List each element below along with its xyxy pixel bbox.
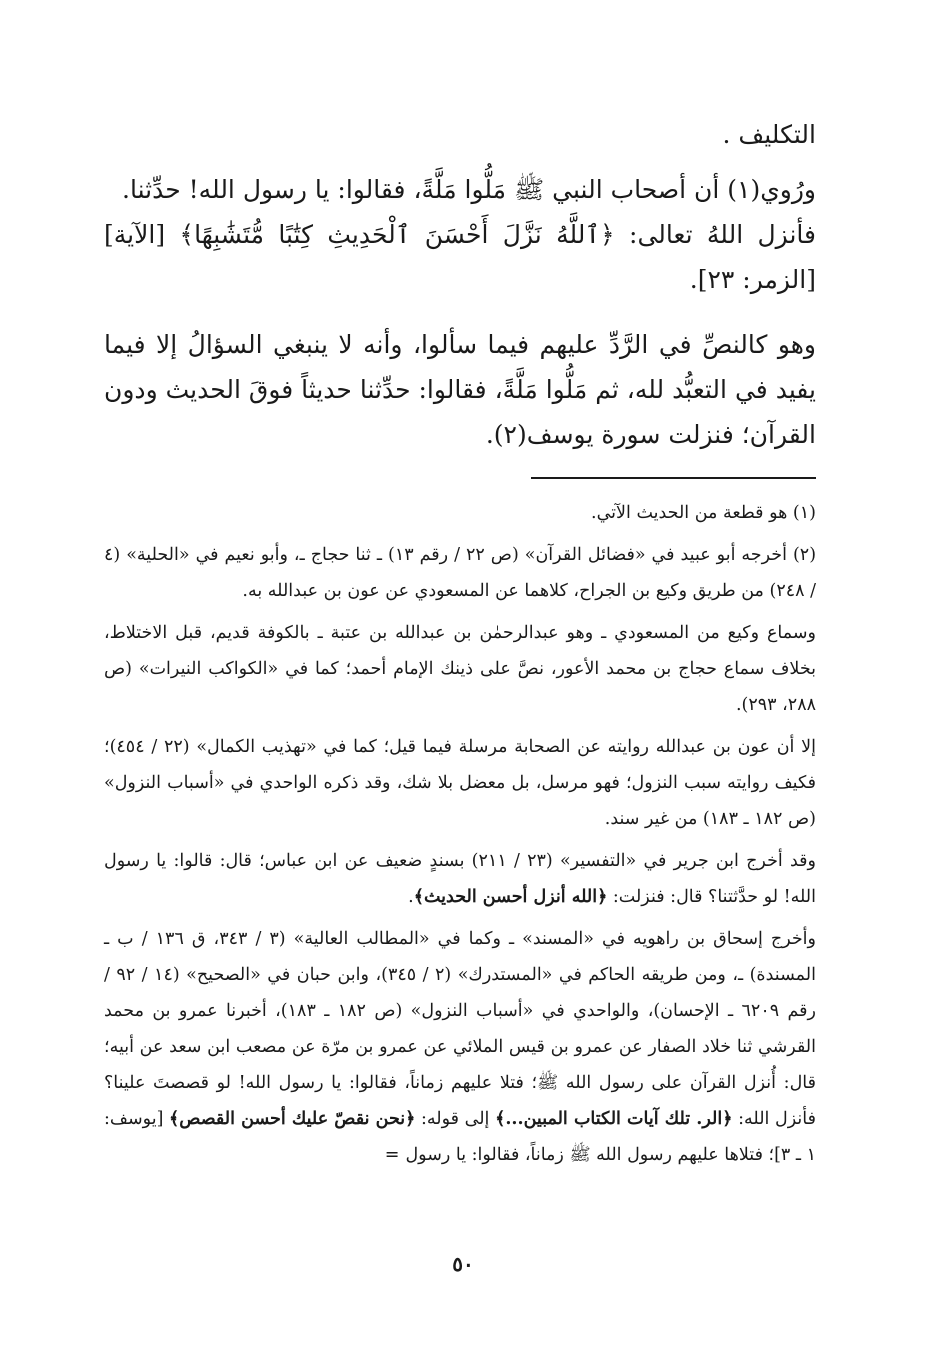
footnote-separator [531, 477, 816, 479]
footnote-2-paragraph-4 [104, 843, 816, 915]
heading-line: التكليف . [722, 120, 816, 149]
footnotes [104, 495, 816, 1173]
paragraph-1 [104, 167, 816, 302]
footnote-2-paragraph-4-text-a: وقد أخرج ابن جرير في «التفسير» (٢٣ / ٢١١) بسندٍ ضعيف عن ابن عباس؛ قال: قالوا: يا رسول الله! لو حدَّثتنا؟ قال: فنزلت: [104, 851, 816, 907]
footnote-1: (١) هو قطعة من الحديث الآتي. [591, 503, 816, 523]
footnote-2-paragraph-3: إلا أن عون بن عبدالله روايته عن الصحابة مرسلة فيما قيل؛ كما في «تهذيب الكمال» (٢٢ / ٤٥٤)؛ فكيف روايته سبب النزول؛ فهو مرسل، بل معضل بلا شك، وقد ذكره الواحدي في «أسباب النزول» (ص ١٨٢ ـ ١٨٣) من غير سند. [104, 737, 816, 829]
paragraph-2 [104, 322, 816, 457]
footnote-2-paragraph-4-quote: ﴿الله أنزل أحسن الحديث﴾ [413, 887, 608, 907]
footnote-2-paragraph-5-quote-2: ﴿نحن نقصّ عليك أحسن القصص﴾ [169, 1109, 416, 1129]
page-number: ٥٠ [452, 1252, 474, 1276]
footnote-2-paragraph-5-text-b: [يوسف: ١ ـ ٣]؛ فتلاها عليهم رسول الله ﷺ زماناً، فقالوا: يا رسول [104, 1109, 816, 1165]
footnote-2-paragraph-5-text-mid: إلى قوله: [415, 1109, 496, 1129]
main-text [104, 112, 816, 457]
continuation-mark: = [384, 1145, 400, 1165]
footnote-2-paragraph-5-quote-1: ﴿الر. تلك آيات الكتاب المبين...﴾ [495, 1109, 733, 1129]
footnote-2-paragraph-5 [104, 921, 816, 1173]
page-body [104, 112, 816, 1179]
paragraph-1-line-2: فأنزل اللهُ تعالى: ﴿ٱللَّهُ نَزَّلَ أَحْسَنَ ٱلْحَدِيثِ كِتَٰبًا مُّتَشَٰبِهًا﴾ [الآية] [الزمر: ٢٣]. [104, 220, 816, 294]
footnote-2-paragraph-4-text-b: . [408, 887, 414, 907]
footnote-2-paragraph-2: وسماع وكيع من المسعودي ـ وهو عبدالرحمٰن بن عبدالله بن عتبة ـ بالكوفة قديم، قبل الاختلاط، بخلاف سماع حجاج بن محمد الأعور، نصَّ على ذينك الإمام أحمد؛ كما في «الكواكب النيرات» (ص ٢٨٨، ٢٩٣). [104, 623, 816, 715]
footnote-2-paragraph-1: (٢) أخرجه أبو عبيد في «فضائل القرآن» (ص ٢٢ / رقم ١٣) ـ ثنا حجاج ـ، وأبو نعيم في «الحلية» (٤ / ٢٤٨) من طريق وكيع بن الجراح، كلاهما عن المسعودي عن عون بن عبدالله به. [104, 545, 817, 601]
paragraph-2-text: وهو كالنصِّ في الرَّدِّ عليهم فيما سألوا، وأنه لا ينبغي السؤالُ إلا فيما يفيد في التعبُّد لله، ثم مَلُّوا مَلَّةً، فقالوا: حدِّثنا حديثاً فوقَ الحديث ودون القرآن؛ فنزلت سورة يوسف(٢). [104, 330, 816, 449]
paragraph-1-line-1: ورُوي(١) أن أصحاب النبي ﷺ مَلُّوا مَلَّةً، فقالوا: يا رسول الله! حدِّثنا. [122, 175, 816, 204]
footnote-2-paragraph-5-text-a: وأخرج إسحاق بن راهويه في «المسند» ـ وكما في «المطالب العالية» (٣ / ٣٤٣، ق ١٣٦ / ب ـ المسندة) ـ، ومن طريقه الحاكم في «المستدرك» (٢ / ٣٤٥)، وابن حبان في «الصحيح» (١٤ / ٩٢ / رقم ٦٢٠٩ ـ الإحسان)، والواحدي في «أسباب النزول» (ص ١٨٢ ـ ١٨٣)، أخبرنا عمرو بن محمد القرشي ثنا خلاد الصفار عن عمرو بن قيس الملائي عن عمرو بن مرّة عن مصعب ابن سعد عن أبيه؛ قال: أُنزل القرآن على رسول الله ﷺ؛ فتلا عليهم زماناً، فقالوا: يا رسول الله! لو قصصتَ علينا؟ فأنزل الله: [104, 929, 816, 1129]
